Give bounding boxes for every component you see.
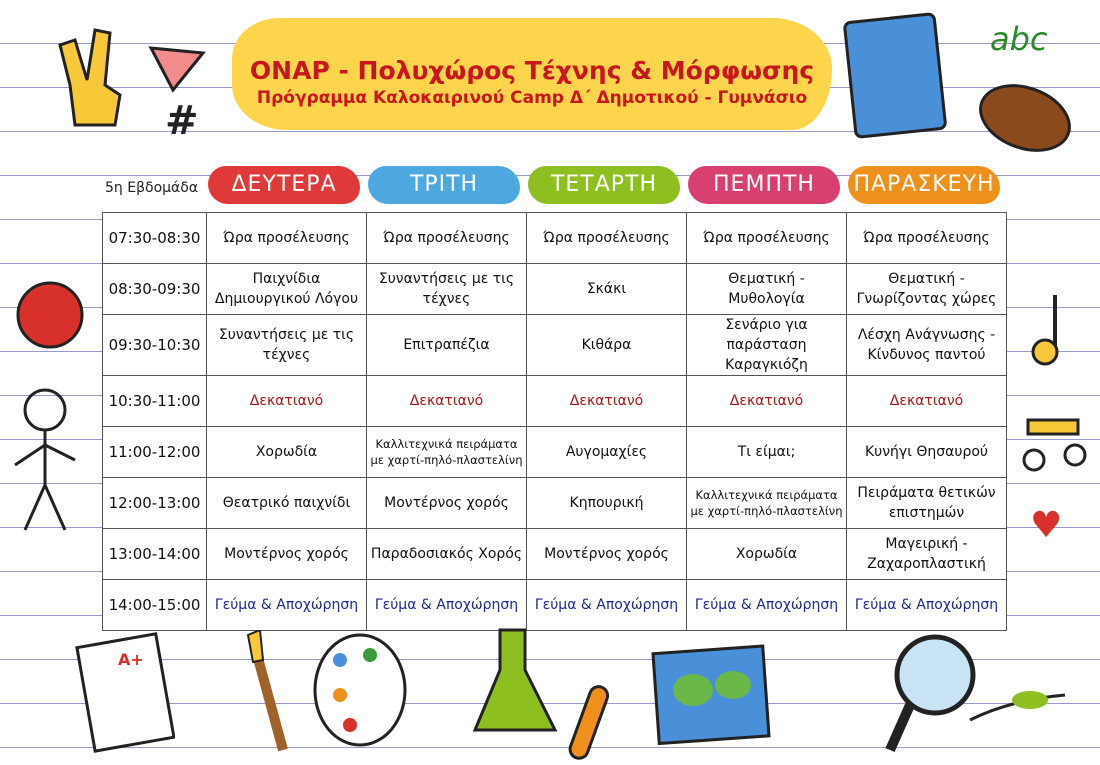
activity-cell: Χορωδία — [207, 427, 367, 478]
music-note-icon — [1020, 290, 1080, 370]
schedule-table — [102, 212, 1007, 631]
activity-cell: Συναντήσεις με τις τέχνες — [367, 264, 527, 315]
activity-cell: Θεματική - Γνωρίζοντας χώρες — [847, 264, 1007, 315]
day-header-2: ΤΕΤΑΡΤΗ — [528, 166, 680, 204]
test-tube-icon — [565, 680, 615, 765]
time-slot: 11:00-12:00 — [103, 427, 207, 478]
activity-cell: Μοντέρνος χορός — [207, 529, 367, 580]
apple-icon — [8, 270, 93, 350]
time-slot: 09:30-10:30 — [103, 315, 207, 376]
day-header-0: ΔΕΥΤΕΡΑ — [208, 166, 360, 204]
activity-cell: Καλλιτεχνικά πειράματα με χαρτί-πηλό-πλαστελίνη — [687, 478, 847, 529]
time-slot: 08:30-09:30 — [103, 264, 207, 315]
activity-cell: Ώρα προσέλευσης — [367, 213, 527, 264]
world-map-icon — [648, 640, 773, 750]
activity-cell: Μοντέρνος χορός — [367, 478, 527, 529]
stick-figure-icon — [10, 385, 80, 535]
table-row — [103, 315, 1007, 376]
activity-cell: Δεκατιανό — [207, 376, 367, 427]
music-notes-icon — [1020, 415, 1090, 475]
table-row — [103, 529, 1007, 580]
activity-cell: Ώρα προσέλευσης — [687, 213, 847, 264]
palette-icon — [310, 630, 410, 750]
flask-icon — [470, 620, 560, 740]
activity-cell: Δεκατιανό — [687, 376, 847, 427]
triangle-icon — [148, 45, 208, 95]
football-icon — [975, 80, 1075, 155]
time-slot: 10:30-11:00 — [103, 376, 207, 427]
activity-cell: Κυνήγι Θησαυρού — [847, 427, 1007, 478]
abc-text: abc — [990, 20, 1048, 58]
activity-cell: Μοντέρνος χορός — [527, 529, 687, 580]
time-slot: 07:30-08:30 — [103, 213, 207, 264]
activity-cell: Σενάριο για παράσταση Καραγκιόζη — [687, 315, 847, 376]
activity-cell: Δεκατιανό — [367, 376, 527, 427]
activity-cell: Θεατρικό παιχνίδι — [207, 478, 367, 529]
time-slot: 12:00-13:00 — [103, 478, 207, 529]
activity-cell: Αυγομαχίες — [527, 427, 687, 478]
activity-cell: Δεκατιανό — [847, 376, 1007, 427]
day-header-4: ΠΑΡΑΣΚΕΥΗ — [848, 166, 1000, 204]
table-row — [103, 264, 1007, 315]
activity-cell: Πειράματα θετικών επιστημών — [847, 478, 1007, 529]
day-header-1: ΤΡΙΤΗ — [368, 166, 520, 204]
magnifier-leaf-icon — [880, 630, 1070, 760]
activity-cell: Γεύμα & Αποχώρηση — [527, 580, 687, 631]
activity-cell: Κηπουρική — [527, 478, 687, 529]
activity-cell: Λέσχη Ανάγνωσης - Κίνδυνος παντού — [847, 315, 1007, 376]
peace-hand-icon — [55, 25, 135, 135]
grade-text: A+ — [118, 650, 144, 669]
table-row — [103, 376, 1007, 427]
table-row — [103, 427, 1007, 478]
activity-cell: Παιχνίδια Δημιουργικού Λόγου — [207, 264, 367, 315]
table-row — [103, 478, 1007, 529]
time-slot: 13:00-14:00 — [103, 529, 207, 580]
activity-cell: Επιτραπέζια — [367, 315, 527, 376]
activity-cell: Γεύμα & Αποχώρηση — [367, 580, 527, 631]
activity-cell: Σκάκι — [527, 264, 687, 315]
activity-cell: Ώρα προσέλευσης — [207, 213, 367, 264]
day-header-3: ΠΕΜΠΤΗ — [688, 166, 840, 204]
page-title: ONAP - Πολυχώρος Τέχνης & Μόρφωσης — [249, 56, 815, 85]
activity-cell: Παραδοσιακός Χορός — [367, 529, 527, 580]
activity-cell: Γεύμα & Αποχώρηση — [687, 580, 847, 631]
activity-cell: Χορωδία — [687, 529, 847, 580]
time-slot: 14:00-15:00 — [103, 580, 207, 631]
activity-cell: Μαγειρική - Ζαχαροπλαστική — [847, 529, 1007, 580]
activity-cell: Τι είμαι; — [687, 427, 847, 478]
paintbrush-icon — [238, 630, 298, 760]
heart-icon: ♥ — [1030, 505, 1063, 546]
activity-cell: Κιθάρα — [527, 315, 687, 376]
table-row — [103, 213, 1007, 264]
activity-cell: Συναντήσεις με τις τέχνες — [207, 315, 367, 376]
activity-cell: Ώρα προσέλευσης — [847, 213, 1007, 264]
activity-cell: Καλλιτεχνικά πειράματα με χαρτί-πηλό-πλαστελίνη — [367, 427, 527, 478]
activity-cell: Δεκατιανό — [527, 376, 687, 427]
paper-grade-icon — [75, 630, 175, 755]
notebook-icon — [840, 10, 950, 140]
hash-icon: # — [165, 98, 199, 144]
activity-cell: Θεματική - Μυθολογία — [687, 264, 847, 315]
activity-cell: Γεύμα & Αποχώρηση — [207, 580, 367, 631]
activity-cell: Ώρα προσέλευσης — [527, 213, 687, 264]
week-label: 5η Εβδομάδα — [105, 180, 199, 196]
activity-cell: Γεύμα & Αποχώρηση — [847, 580, 1007, 631]
page-subtitle: Πρόγραμμα Καλοκαιρινού Camp Δ΄ Δημοτικού - Γυμνάσιο — [256, 88, 808, 108]
